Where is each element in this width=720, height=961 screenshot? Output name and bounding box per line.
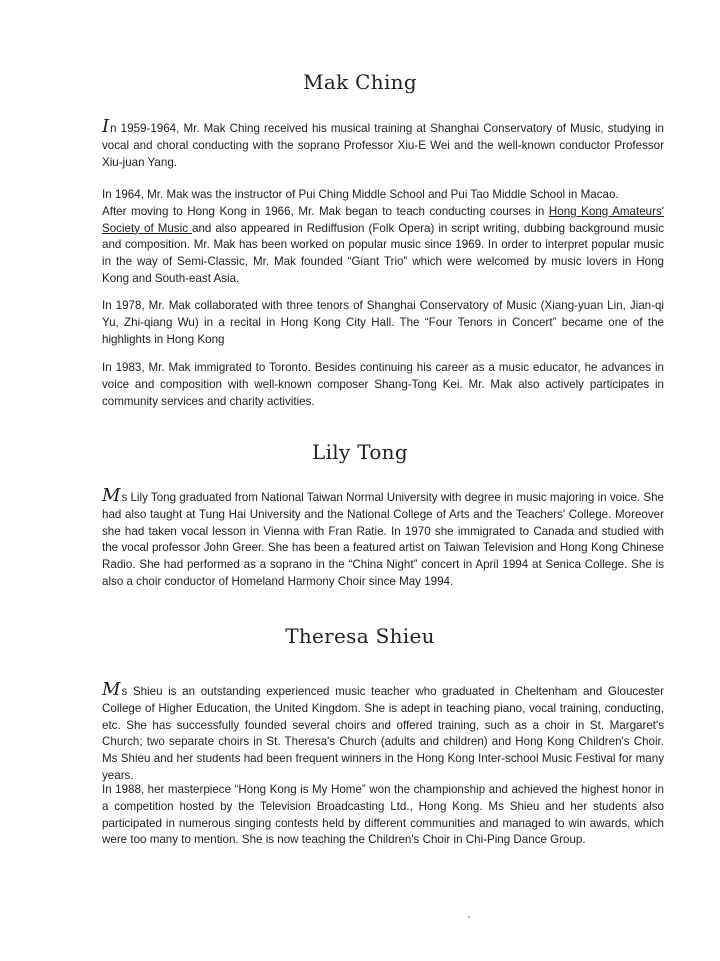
section-title-mak-ching: Mak Ching bbox=[303, 70, 417, 94]
section-title-theresa-shieu: Theresa Shieu bbox=[285, 624, 435, 648]
section-title-lily-tong: Lily Tong bbox=[312, 440, 408, 464]
paragraph-line-1: In 1964, Mr. Mak was the instructor of Pui Ching Middle School and Pui Tao Middle School in Macao. bbox=[102, 188, 619, 201]
lily-tong-paragraph-1 bbox=[102, 485, 664, 591]
society-link-text: Hong Kong Amateurs' Society of Music bbox=[102, 204, 664, 235]
theresa-shieu-paragraph-1 bbox=[102, 679, 664, 785]
mak-ching-paragraph-3: In 1978, Mr. Mak collaborated with three tenors of Shanghai Conservatory of Music (Xiang-yuan Lin, Jian-qi Yu, Zhi-qiang Wu) in a recital in Hong Kong City Hall. The “Four Tenors in Concert” became one of the highlights in Hong Kong bbox=[102, 299, 664, 346]
paragraph-text: and also appeared in Rediffusion (Folk Opera) in script writing, dubbing background music and composition. Mr. Mak has been worked on popular music since 1969. In order to interpret popular music in the way of Semi-Classic, Mr. Mak founded “Giant Trio” which were welcomed by music lovers in Hong Kong and South-east Asia. bbox=[102, 221, 664, 285]
theresa-shieu-paragraph-2: In 1988, her masterpiece “Hong Kong is My Home” won the championship and achieved the highest honor in a competition hosted by the Television Broadcasting Ltd., Hong Kong. Ms Shieu and her students also participated in numerous singing contests held by different communities and managed to win awards, which were too many to mention. She is now teaching the Children's Choir in Chi-Ping Dance Group. bbox=[102, 783, 664, 847]
paragraph-text: n 1959-1964, Mr. Mak Ching received his musical training at Shanghai Conservatory of Music, studying in vocal and choral conducting with the soprano Professor Xiu-E Wei and the well-known conductor Professor Xiu-juan Yang. bbox=[102, 122, 664, 169]
mak-ching-paragraph-4: In 1983, Mr. Mak immigrated to Toronto. Besides continuing his career as a music educator, he advances in voice and composition with well-known composer Shang-Tong Kei. Mr. Mak also actively participates in community services and charity activities. bbox=[102, 361, 664, 408]
paragraph-text: s Shieu is an outstanding experienced music teacher who graduated in Cheltenham and Gloucester College of Higher Education, the United Kingdom. She is adept in teaching piano, vocal training, conducting, etc. She has successfully founded several choirs and offered training, such as a choir in St. Margaret's Church; two separate choirs in St. Theresa's Church (adults and children) and Hong Kong Children's Choir. Ms Shieu and her students had been frequent winners in the Hong Kong Inter-school Music Festival for many years. bbox=[102, 685, 664, 782]
paragraph-text: After moving to Hong Kong in 1966, Mr. Mak began to teach conducting courses in bbox=[102, 204, 549, 218]
dropcap: M bbox=[102, 485, 121, 506]
paragraph-text: s Lily Tong graduated from National Taiwan Normal University with degree in music majoring in voice. She had also taught at Tung Hai University and the National College of Arts and the Teachers' College. Moreover she had taken vocal lesson in Vienna with Fran Ratie. In 1970 she immigrated to Canada and studied with the vocal professor John Greer. She has been a featured artist on Taiwan Television and Hong Kong Chinese Radio. She had performed as a soprano in the “China Night” concert in April 1994 at Senica College. She is also a choir conductor of Homeland Harmony Choir since May 1994. bbox=[102, 491, 664, 588]
scan-speck bbox=[468, 916, 470, 918]
dropcap: M bbox=[102, 679, 121, 700]
dropcap: I bbox=[102, 116, 110, 137]
mak-ching-paragraph-2 bbox=[102, 187, 664, 288]
mak-ching-paragraph-1 bbox=[102, 116, 664, 171]
